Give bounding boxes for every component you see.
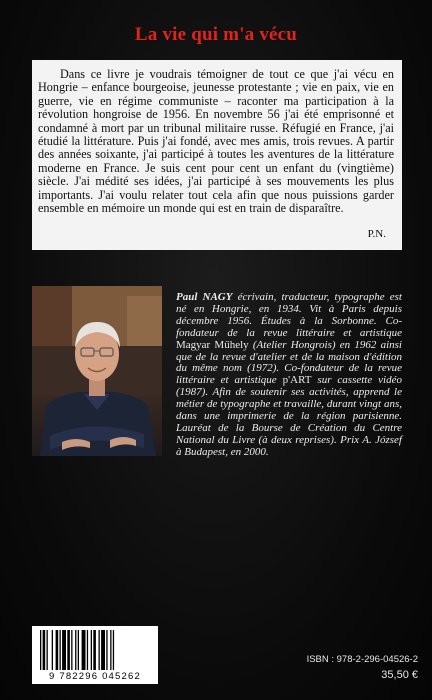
barcode-bar (82, 630, 86, 670)
author-photo (32, 286, 162, 456)
barcode-bar (91, 630, 92, 670)
barcode-bar (71, 630, 72, 670)
barcode-bar (101, 630, 105, 670)
barcode-bar (93, 630, 96, 670)
barcode-bars (40, 630, 150, 670)
barcode-bar (52, 630, 53, 670)
author-name: Paul NAGY (176, 291, 233, 303)
barcode (32, 626, 158, 684)
blurb-text: Dans ce livre je voudrais témoigner de tout ce que j'ai vécu en Hongrie – enfance bourgeoise, jeunesse protestante ; vie en paix, vie en guerre, vie en régime communiste – raconter ma participation à la révolution hongroise de 1956. En novembre 56 j'ai été emprisonné et condamné à mort par un tribunal militaire russe. Réfugié en France, j'ai étudié la littérature. Puis j'ai fondé, avec mes amis, trois revues. A partir des années soixante, j'ai participé à toutes les aventures de la littérature moderne en France. Je suis cent pour cent un enfant du (vingtième) siècle. J'ai médité ses idées, j'ai participé à ses mouvements les plus importants. J'ai voulu relater tout cela afin que nous puissions garder ensemble en mémoire un monde qui est en train de disparaître. (38, 67, 394, 216)
isbn: ISBN : 978-2-296-04526-2 (306, 654, 418, 665)
barcode-bar (87, 630, 88, 670)
barcode-bar (56, 630, 59, 670)
author-bio-magazine: Magyar Műhely (176, 338, 249, 351)
author-portrait-illustration (32, 286, 162, 456)
author-bio-part-3: sur cassette vidéo (1987). Afin de soutenir ses activités, apprend le métier de typographe et travaille, durant vingt ans, dans une imprimerie de la région parisienne. Lauréat de la Bourse de Création du Centre National du Livre (à deux reprises). Prix A. József à Budapest, en 2000. (176, 374, 403, 458)
barcode-bar (47, 630, 48, 670)
barcode-digits: 9 782296 045262 (49, 671, 141, 682)
blurb-signature: P.N. (367, 228, 386, 240)
author-bio-part-2: (Atelier Hongrois) en 1962 ainsi que de la revue d'atelier et de la maison d'édition du même nom (1972). Co-fondateur de la revue littéraire et artistique (176, 338, 402, 387)
barcode-bar (78, 630, 79, 670)
price: 35,50 € (381, 669, 418, 681)
barcode-bar (99, 630, 100, 670)
author-bio (176, 292, 402, 459)
barcode-bar (62, 630, 66, 670)
barcode-bar (110, 630, 111, 670)
book-title: La vie qui m'a vécu (134, 24, 298, 45)
barcode-bar (113, 630, 114, 670)
barcode-bar (60, 630, 61, 670)
author-bio-part-1: écrivain, traducteur, typographe est né en Hongrie, en 1934. Vit à Paris depuis décembre 1956. Études à la Sorbonne. Co-fondateur de la revue littéraire et artistique (176, 291, 402, 339)
barcode-bar (40, 630, 41, 670)
barcode-bar (43, 630, 46, 670)
author-bio-part-magazine: p'ART (282, 374, 312, 387)
barcode-bar (106, 630, 107, 670)
barcode-bar (75, 630, 76, 670)
barcode-bar (67, 630, 70, 670)
